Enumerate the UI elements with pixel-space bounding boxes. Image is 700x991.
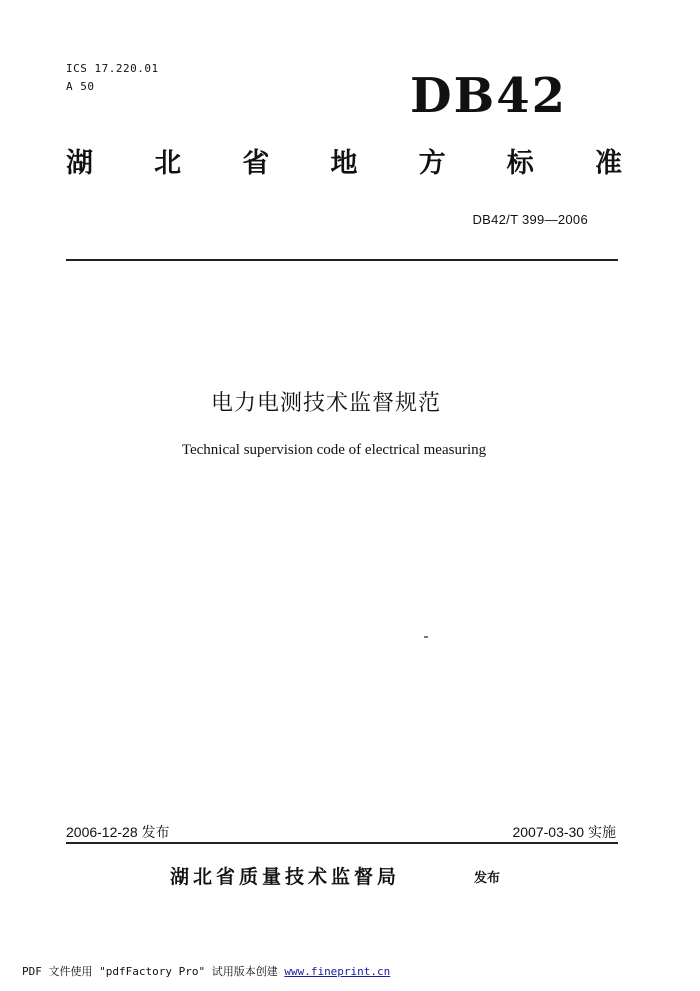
issuer-name: 湖北省质量技术监督局 [170,866,401,888]
issue-date: 2006-12-28 发布 [66,824,170,840]
standard-type-char: 湖 [66,148,93,179]
standard-type-char: 准 [594,148,622,179]
standard-type-char: 标 [506,148,534,179]
standard-number: DB42/T 399—2006 [472,212,588,227]
scan-speck [424,636,428,638]
standard-type-heading [66,150,622,177]
standard-type-char: 省 [242,148,270,179]
standard-type-char: 地 [330,148,358,179]
standard-type-char: 北 [154,148,182,179]
top-divider [66,259,618,261]
bottom-divider [66,842,618,844]
implementation-date: 2007-03-30 实施 [512,824,616,840]
pdf-footer [22,963,390,979]
footer-text: PDF 文件使用 "pdfFactory Pro" 试用版本创建 [22,965,285,978]
classification-code: A 50 [66,80,95,93]
ics-code: ICS 17.220.01 [66,62,159,75]
standard-type-char: 方 [418,148,446,179]
title-chinese: 电力电测技术监督规范 [210,391,441,416]
db-mark: DB42 [410,68,567,124]
footer-link[interactable]: www.fineprint.cn [284,965,391,978]
issuer-action: 发布 [474,871,501,886]
title-english: Technical supervision code of electrical measuring [181,442,487,458]
